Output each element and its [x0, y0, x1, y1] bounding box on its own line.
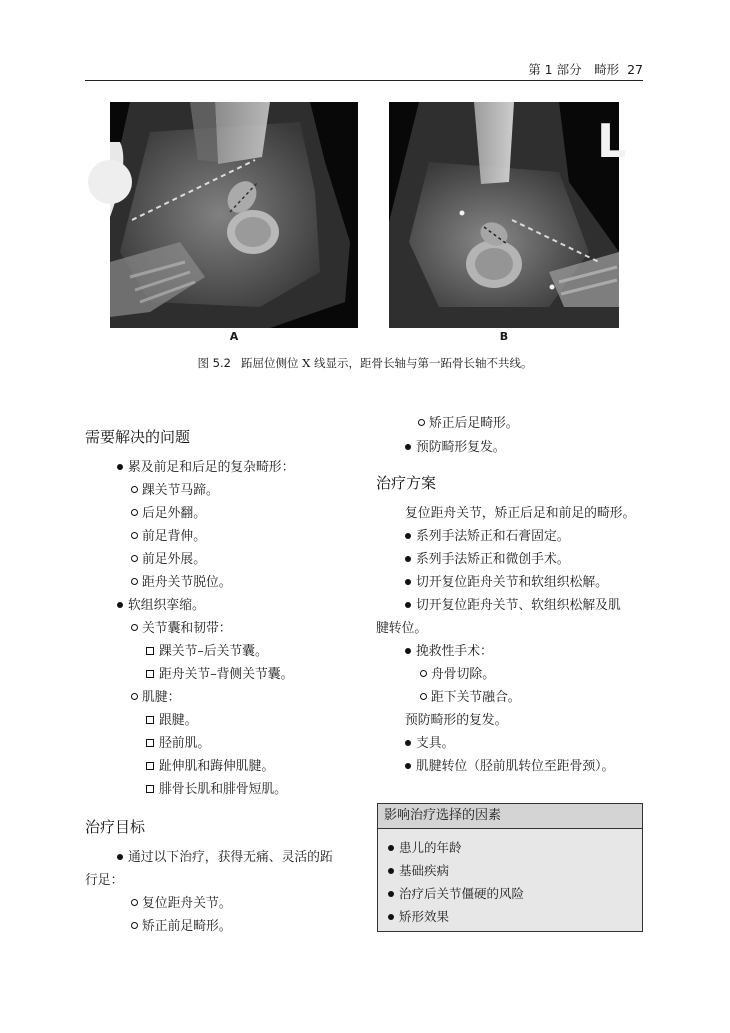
bullet-icon — [388, 914, 394, 920]
goals-heading: 治疗目标 — [85, 818, 146, 836]
list-item: 后足外翻。 — [131, 506, 206, 522]
goals-paragraph-line1: 通过以下治疗，获得无痛、灵活的跖 — [117, 850, 333, 866]
bullet-icon — [405, 444, 411, 450]
list-item: 累及前足和后足的复杂畸形： — [117, 460, 294, 476]
bullet-icon — [405, 648, 411, 654]
list-item: 距下关节融合。 — [420, 690, 521, 706]
list-item: 趾伸肌和踇伸肌腱。 — [146, 759, 274, 775]
circle-bullet-icon — [131, 899, 138, 906]
page-number: 27 — [627, 62, 643, 77]
xray-panel-a — [110, 102, 358, 328]
list-item: 切开复位距舟关节和软组织松解。 — [405, 575, 608, 591]
square-bullet-icon — [146, 739, 154, 747]
circle-bullet-icon — [420, 670, 427, 677]
list-item: 复位距舟关节。 — [131, 896, 232, 912]
list-item: 患儿的年龄 — [388, 838, 462, 856]
bullet-icon — [388, 845, 394, 851]
bullet-icon — [117, 854, 123, 860]
bullet-icon — [117, 602, 123, 608]
list-item: 跟腱。 — [146, 713, 197, 729]
prevent-intro: 预防畸形的复发。 — [405, 713, 508, 728]
list-item: 踝关节马蹄。 — [131, 483, 219, 499]
list-item: 矫正前足畸形。 — [131, 919, 232, 935]
bullet-icon — [405, 533, 411, 539]
circle-bullet-icon — [131, 532, 138, 539]
header-section: 第 1 部分 畸形 — [528, 62, 620, 77]
figure-caption — [0, 355, 730, 371]
caption-number: 图 5.2 — [197, 356, 231, 370]
bullet-icon — [405, 602, 411, 608]
bullet-icon — [405, 579, 411, 585]
plan-long-line2: 腱转位。 — [376, 621, 428, 636]
list-item: 踝关节–后关节囊。 — [146, 644, 268, 660]
list-item: 距舟关节–背侧关节囊。 — [146, 667, 293, 683]
circle-bullet-icon — [131, 509, 138, 516]
list-item: 前足外展。 — [131, 552, 206, 568]
list-item: 前足背伸。 — [131, 529, 206, 545]
caption-text: 跖屈位侧位 X 线显示，距骨长轴与第一跖骨长轴不共线。 — [240, 356, 533, 370]
square-bullet-icon — [146, 762, 154, 770]
bullet-icon — [405, 763, 411, 769]
side-marker: L — [597, 114, 627, 168]
panel-b-label: B — [499, 330, 509, 343]
xray-image-a — [110, 102, 358, 328]
circle-bullet-icon — [131, 555, 138, 562]
bullet-icon — [388, 868, 394, 874]
circle-bullet-icon — [131, 693, 138, 700]
bullet-icon — [405, 556, 411, 562]
list-item: 舟骨切除。 — [420, 667, 495, 683]
circle-bullet-icon — [418, 419, 425, 426]
square-bullet-icon — [146, 647, 154, 655]
plan-intro: 复位距舟关节，矫正后足和前足的畸形。 — [405, 506, 636, 521]
bullet-icon — [405, 740, 411, 746]
circle-bullet-icon — [420, 693, 427, 700]
list-item: 肌腱： — [131, 690, 180, 706]
list-item: 系列手法矫正和微创手术。 — [405, 552, 570, 568]
list-item: 胫前肌。 — [146, 736, 210, 752]
list-item: 矫形效果 — [388, 907, 449, 925]
circle-bullet-icon — [131, 486, 138, 493]
factors-box — [377, 803, 643, 932]
plan-long-line1: 切开复位距舟关节、软组织松解及肌 — [405, 598, 621, 614]
list-item: 系列手法矫正和石膏固定。 — [405, 529, 570, 545]
list-item: 肌腱转位（胫前肌转位至距骨颈）。 — [405, 759, 614, 775]
list-item: 矫正后足畸形。 — [418, 416, 519, 432]
square-bullet-icon — [146, 670, 154, 678]
list-item: 软组织挛缩。 — [117, 598, 205, 614]
list-item: 治疗后关节僵硬的风险 — [388, 884, 524, 902]
list-item: 腓骨长肌和腓骨短肌。 — [146, 782, 287, 798]
square-bullet-icon — [146, 716, 154, 724]
problems-heading: 需要解决的问题 — [85, 428, 191, 446]
list-item: 关节囊和韧带： — [131, 621, 232, 637]
xray-panel-b — [389, 102, 627, 328]
list-item: 预防畸形复发。 — [405, 440, 506, 456]
bullet-icon — [388, 891, 394, 897]
bullet-icon — [117, 464, 123, 470]
circle-bullet-icon — [131, 578, 138, 585]
panel-a-label: A — [229, 330, 239, 343]
plan-heading: 治疗方案 — [376, 474, 437, 492]
running-header — [528, 60, 643, 78]
list-item: 挽救性手术： — [405, 644, 493, 660]
circle-bullet-icon — [131, 624, 138, 631]
list-item: 支具。 — [405, 736, 454, 752]
square-bullet-icon — [146, 785, 154, 793]
goals-paragraph-line2: 行足： — [85, 873, 124, 888]
circle-bullet-icon — [131, 922, 138, 929]
list-item: 基础疾病 — [388, 861, 449, 879]
list-item: 距舟关节脱位。 — [131, 575, 232, 591]
factors-box-title: 影响治疗选择的因素 — [378, 804, 642, 829]
header-rule — [85, 80, 643, 81]
xray-image-b — [389, 102, 627, 328]
